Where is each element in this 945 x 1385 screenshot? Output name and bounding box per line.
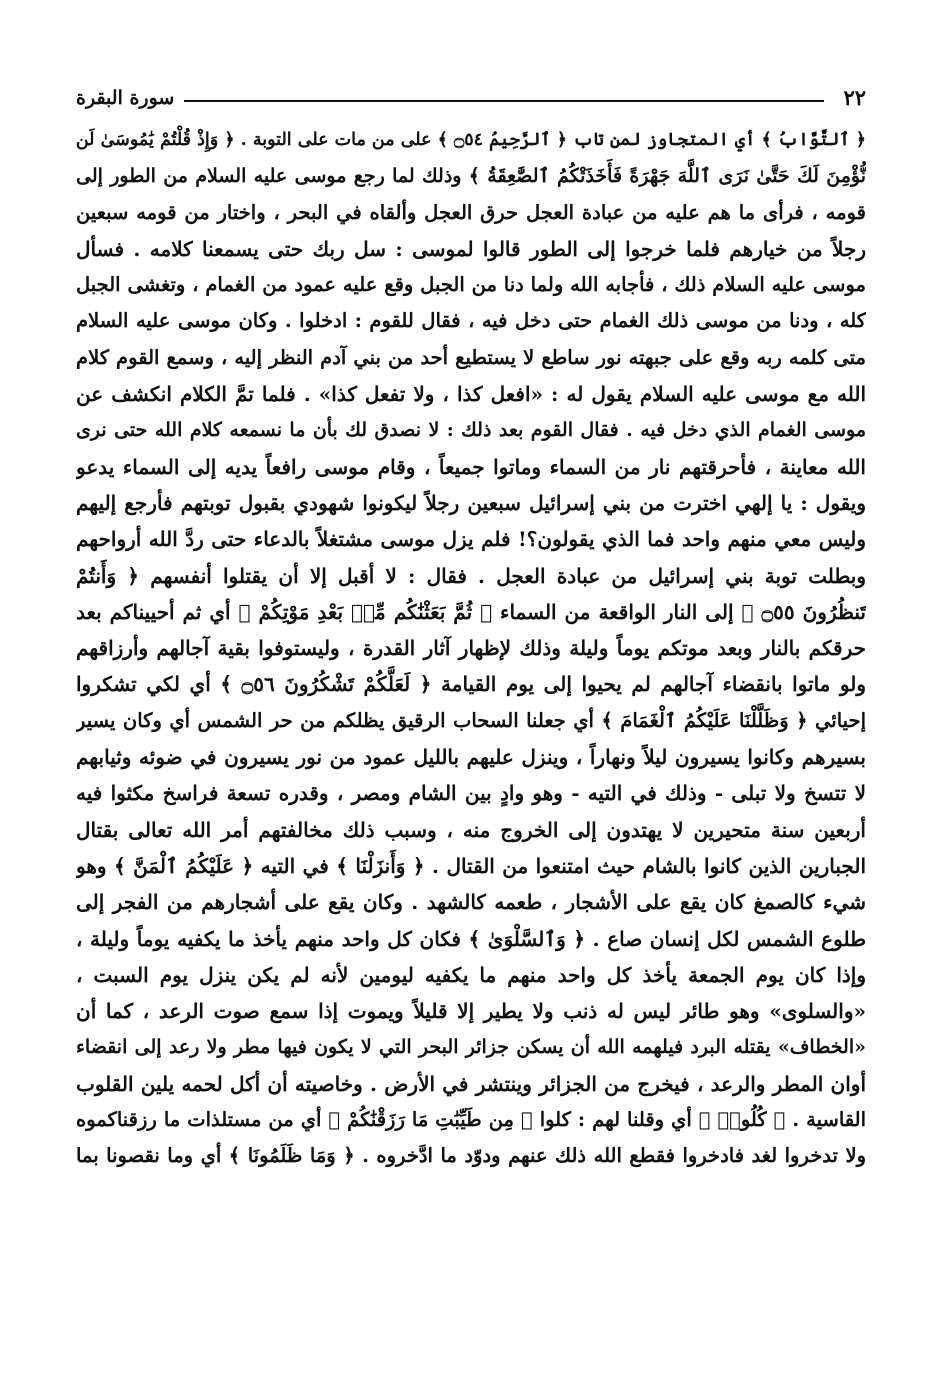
page-number: ٢٢	[843, 85, 866, 110]
text-line: حرقكم بالنار وبعد موتكم يوماً وليلة وذلك لإظهار آثار القدرة ، وليستوفوا بقية آجالهم وأرزاقهم	[76, 636, 866, 661]
text-line: الله مع موسى عليه السلام يقول له : «افعل كذا ، ولا تفعل كذا» . فلما تمَّ الكلام انكشف عن	[76, 382, 866, 407]
text-line: نُّؤْمِنَ لَكَ حَتَّىٰ نَرَى ٱللَّهَ جَهْرَةً فَأَخَذَتْكُمُ ٱلصَّٰعِقَةُ ﴾ وذلك لما رجع موسى عليه السلام من الطور إلى	[76, 165, 866, 188]
running-title: سورة البقرة	[76, 87, 175, 109]
text-line: أوان المطر والرعد ، فيخرج من الجزائر وينتشر في الأرض . وخاصيته أن أكل لحمه يلين القلوب	[76, 1071, 866, 1096]
text-line: «والسلوى» وهو طائر ليس له ذنب ولا يطير إلا قليلاً ويموت إذا سمع صوت الرعد ، كما أن	[76, 999, 866, 1024]
text-line: وبطلت توبة بني إسرائيل من عبادة العجل . فقال : لا أقبل إلا أن يقتلوا أنفسهم ﴿ وَأَنتُمْ	[76, 563, 866, 588]
text-line: الله معاينة ، فأحرقتهم نار من السماء وماتوا جميعاً ، وقام موسى رافعاً يديه إلى السماء يدعو	[76, 454, 866, 479]
text-line: ولو ماتوا بانقضاء آجالهم لم يحيوا إلى يوم القيامة ﴿ لَعَلَّكُمْ تَشْكُرُونَ ۝٥٦ ﴾ أي لكي تشكروا	[76, 672, 866, 697]
text-line: شيء كالصمغ كان يقع على الأشجار ، طعمه كالشهد . وكان يقع على أشجارهم من الفجر إلى	[76, 890, 866, 915]
text-line: لا تتسخ ولا تبلى - وذلك في التيه - وهو وادٍ بين الشام ومصر ، وقدره تسعة فراسخ مكثوا فيه	[76, 781, 866, 806]
text-line: وليس معي منهم واحد فما الذي يقولون؟! فلم يزل موسى مشتغلاً بالدعاء حتى ردَّ الله أرواحهم	[76, 527, 866, 552]
text-line: «الخطاف» يقتله البرد فيلهمه الله أن يسكن جزائر البحر التي لا يكون فيها مطر ولا رعد إلى انقضاء	[76, 1036, 866, 1059]
text-line: وإذا كان يوم الجمعة يأخذ كل واحد منهم ما يكفيه ليومين لأنه لم يكن ينزل يوم السبت ،	[76, 962, 866, 987]
text-line: طلوع الشمس لكل إنسان صاع . ﴿ وَٱلسَّلْوَىٰ ﴾ فكان كل واحد منهم يأخذ ما يكفيه يوماً وليلة ،	[76, 926, 866, 951]
text-line: متى كلمه ربه وقع على جبهته نور ساطع لا يستطيع أحد من بني آدم النظر إليه ، وسمع القوم كلام	[76, 345, 866, 369]
text-line: موسى الغمام الذي دخل فيه . فقال القوم بعد ذلك : لا نصدق لك بأن ما نسمعه كلام الله حتى نرى	[76, 419, 866, 442]
page-header	[76, 84, 866, 114]
text-line: ولا تدخروا لغد فادخروا فقطع الله ذلك عنهم ودوّد ما ادَّخروه . ﴿ وَمَا ظَلَمُونَا ﴾ أي وما نقصونا بما	[76, 1144, 866, 1168]
text-line: تَنظُرُونَ ۝٥٥ ﴾ إلى النار الواقعة من السماء ﴿ ثُمَّ بَعَثْنَٰكُم مِّنۢ بَعْدِ مَوْتِكُمْ ﴾ أي ثم أحييناكم بعد	[76, 599, 866, 624]
text-line: الجبارين الذين كانوا بالشام حيث امتنعوا من القتال . ﴿ وَأَنزَلْنَا ﴾ في التيه ﴿ عَلَيْكُمُ ٱلْمَنَّ ﴾ وهو	[76, 853, 866, 878]
text-line: القاسية . ﴿ كُلُوا۟ ﴾ أي وقلنا لهم : كلوا ﴿ مِن طَيِّبَٰتِ مَا رَزَقْنَٰكُمْ ﴾ أي من مستلذات ما رزقناكموه	[76, 1108, 866, 1132]
header-rule	[184, 100, 824, 102]
text-line: بسيرهم وكانوا يسيرون ليلاً ونهاراً ، وينزل عليهم بالليل عمود من نور يسيرون في ضوئه وثيابهم	[76, 745, 866, 770]
text-line: رجلاً من خيارهم فلما خرجوا إلى الطور قالوا لموسى : سل ربك حتى يسمعنا كلامه . فسأل	[76, 236, 866, 261]
text-line: ﴿ ٱلتَّوَّابُ ﴾ أي المتجاوز لمن تاب ﴿ ٱلرَّحِيمُ ۝٥٤ ﴾ على من مات على التوبة . ﴿ وَإِذْ قُلْتُمْ يَٰمُوسَىٰ لَن	[76, 130, 866, 150]
text-line: كله ، ودنا من موسى ذلك الغمام حتى دخل فيه ، فقال للقوم : ادخلوا . وكان موسى عليه السلام	[76, 309, 866, 333]
text-line: قومه ، فرأى ما هم عليه من عبادة العجل حرق العجل وألقاه في البحر ، واختار من قومه سبعين	[76, 200, 866, 224]
text-line: موسى عليه السلام ذلك ، فأجابه الله ولما دنا من الجبل وقع عليه عمود من الغمام ، وتغشى الجبل	[76, 273, 866, 297]
text-line: إحيائي ﴿ وَظَلَّلْنَا عَلَيْكُمُ ٱلْغَمَامَ ﴾ أي جعلنا السحاب الرقيق يظلكم من حر الشمس أي وكان يسير	[76, 708, 866, 732]
text-line: ويقول : يا إلهي اخترت من بني إسرائيل سبعين رجلاً ليكونوا شهودي بقبول توبتهم فأرجع إليهم	[76, 490, 866, 515]
text-line: أربعين سنة متحيرين لا يهتدون إلى الخروج منه ، وسبب ذلك مخالفتهم أمر الله تعالى بقتال	[76, 817, 866, 842]
tafsir-text	[76, 122, 866, 1175]
